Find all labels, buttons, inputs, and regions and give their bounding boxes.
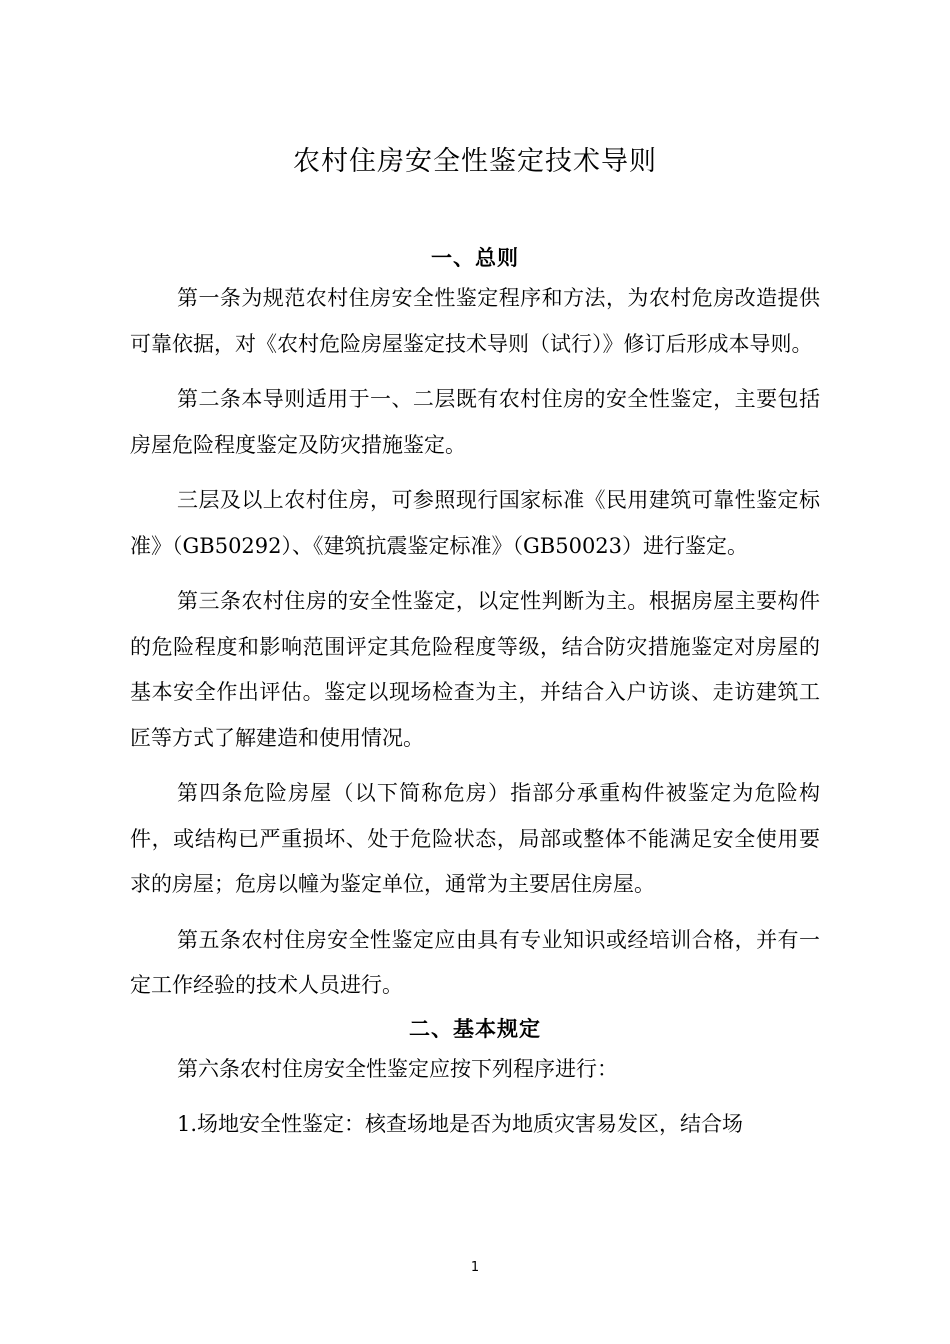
paragraph-article-5: 第五条农村住房安全性鉴定应由具有专业知识或经培训合格，并有一定工作经验的技术人员进行。 xyxy=(130,927,820,997)
paragraph-article-2: 第二条本导则适用于一、二层既有农村住房的安全性鉴定，主要包括房屋危险程度鉴定及防灾措施鉴定。 xyxy=(130,387,820,457)
document-title: 农村住房安全性鉴定技术导则 xyxy=(293,146,657,177)
document-body xyxy=(130,240,820,1158)
paragraph-article-1: 第一条为规范农村住房安全性鉴定程序和方法，为农村危房改造提供可靠依据，对《农村危险房屋鉴定技术导则（试行）》修订后形成本导则。 xyxy=(130,286,820,356)
paragraph-item-1: 1.场地安全性鉴定：核查场地是否为地质灾害易发区，结合场 xyxy=(177,1112,744,1136)
paragraph-article-3: 第三条农村住房的安全性鉴定，以定性判断为主。根据房屋主要构件的危险程度和影响范围评定其危险程度等级，结合防灾措施鉴定对房屋的基本安全作出评估。鉴定以现场检查为主，并结合入户访谈、走访建筑工匠等方式了解建造和使用情况。 xyxy=(130,589,820,750)
page-number: 1 xyxy=(470,1260,480,1275)
section-heading-basic-provisions: 二、基本规定 xyxy=(409,1016,541,1041)
paragraph-article-4: 第四条危险房屋（以下简称危房）指部分承重构件被鉴定为危险构件，或结构已严重损坏、处于危险状态，局部或整体不能满足安全使用要求的房屋；危房以幢为鉴定单位，通常为主要居住房屋。 xyxy=(130,781,820,896)
paragraph-three-story-note: 三层及以上农村住房，可参照现行国家标准《民用建筑可靠性鉴定标准》（GB50292）、《建筑抗震鉴定标准》（GB50023）进行鉴定。 xyxy=(130,488,820,558)
paragraph-article-6: 第六条农村住房安全性鉴定应按下列程序进行： xyxy=(177,1056,618,1081)
section-heading-general: 一、总则 xyxy=(431,246,519,270)
